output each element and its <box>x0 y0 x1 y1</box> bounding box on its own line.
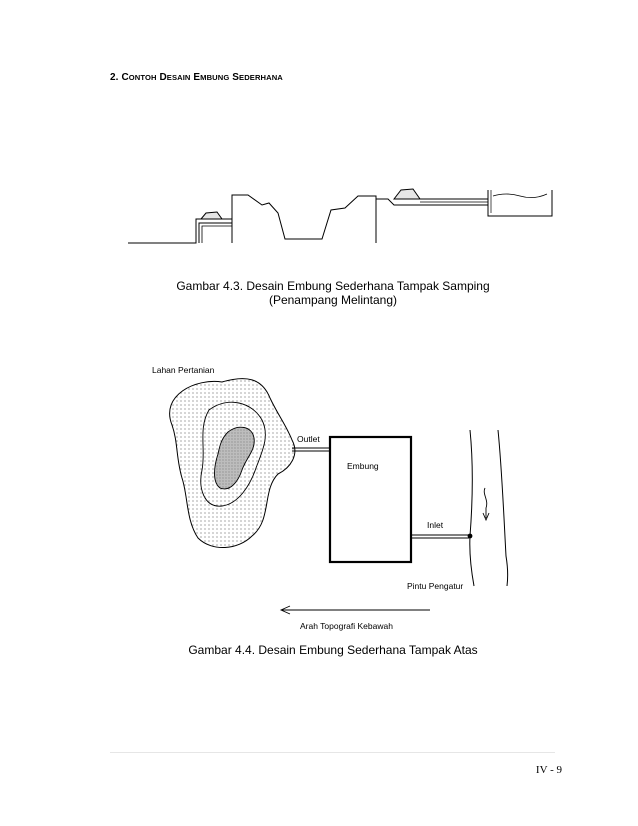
river-bank-right <box>498 430 508 586</box>
figure-caption-4-4: Gambar 4.4. Desain Embung Sederhana Tampak Atas <box>188 643 478 657</box>
section-number: 2. <box>110 72 119 83</box>
source-channel <box>488 190 552 216</box>
top-view-diagram <box>170 379 508 614</box>
page-number: IV - 9 <box>535 764 562 776</box>
heading-word: DESAIN <box>159 72 191 83</box>
embung-pond <box>330 437 411 562</box>
river-bank-left <box>470 430 474 586</box>
heading-word: EMBUNG <box>193 72 230 83</box>
heading-word: CONTOH <box>121 72 157 83</box>
caption-line: (Penampang Melintang) <box>268 293 398 307</box>
outlet-gate <box>201 212 222 219</box>
label-arah: Arah Topografi Kebawah <box>300 621 393 631</box>
flow-arrow <box>484 488 487 518</box>
heading-word: SEDERHANA <box>232 72 283 83</box>
label-embung: Embung <box>347 461 379 471</box>
label-lahan: Lahan Pertanian <box>152 365 215 375</box>
label-inlet: Inlet <box>427 520 444 530</box>
inlet-gate <box>394 189 420 199</box>
caption-line: Gambar 4.3. Desain Embung Sederhana Tampak Samping <box>176 279 490 293</box>
label-pintu: Pintu Pengatur <box>407 581 464 591</box>
footer-divider <box>110 752 555 753</box>
embung-section <box>232 195 376 243</box>
label-outlet: Outlet <box>297 434 320 444</box>
figure-caption-4-3 <box>150 279 516 307</box>
cross-section-diagram <box>128 189 552 243</box>
